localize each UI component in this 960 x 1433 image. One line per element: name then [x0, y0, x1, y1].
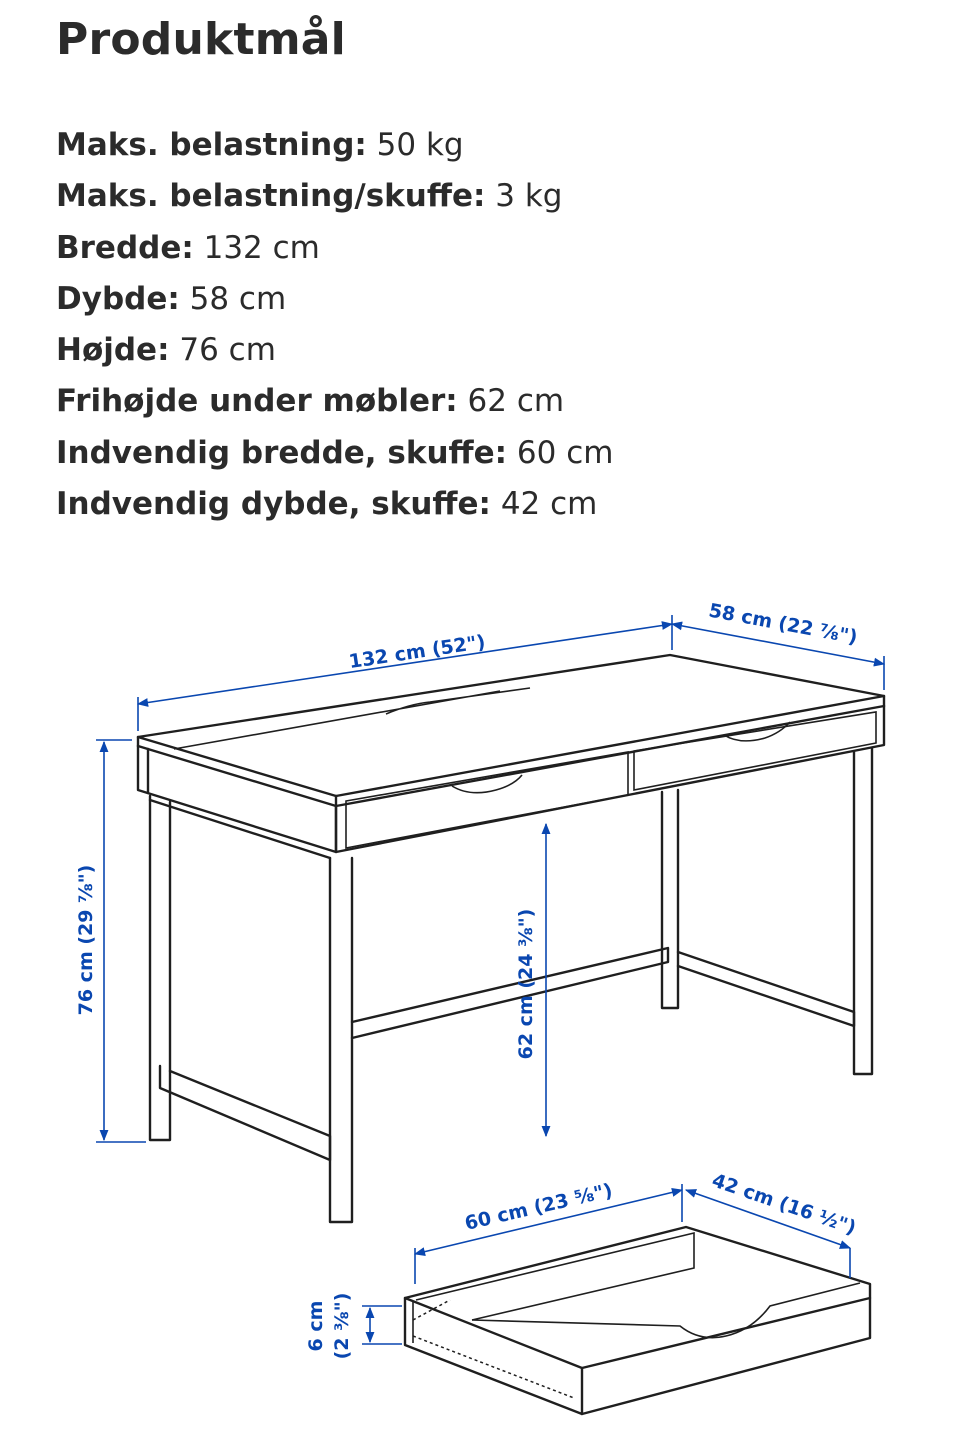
spec-row — [56, 124, 613, 175]
spec-row — [56, 380, 613, 431]
spec-label: Indvendig dybde, skuffe: — [56, 486, 491, 523]
spec-label: Dybde: — [56, 280, 180, 317]
label-desk-height: 76 cm (29 ⅞") — [75, 864, 97, 1016]
label-drawer-height-cm: 6 cm — [305, 1300, 327, 1352]
desk-illustration — [138, 655, 884, 1222]
spec-label: Maks. belastning: — [56, 127, 367, 163]
spec-label: Maks. belastning/skuffe: — [56, 178, 486, 215]
spec-value: 62 cm — [467, 383, 565, 420]
drawer-front-right — [634, 712, 876, 790]
spec-value: 76 cm — [179, 332, 276, 369]
spec-row — [56, 227, 613, 278]
spec-label: Frihøjde under møbler: — [56, 383, 458, 420]
spec-list — [56, 124, 613, 534]
spec-row — [56, 432, 613, 483]
spec-value: 58 cm — [189, 280, 287, 317]
label-drawer-height-in: (2 ⅜") — [331, 1292, 353, 1360]
spec-value: 60 cm — [516, 434, 614, 471]
spec-value: 42 cm — [500, 486, 598, 523]
label-drawer-width: 60 cm (23 ⅝") — [462, 1179, 615, 1235]
spec-row — [56, 329, 613, 380]
spec-label: Højde: — [56, 332, 170, 369]
drawer-front-left — [346, 752, 628, 848]
page-title: Produktmål — [56, 14, 346, 65]
spec-label: Indvendig bredde, skuffe: — [56, 434, 508, 471]
label-drawer-depth: 42 cm (16 ½") — [709, 1169, 859, 1240]
label-desk-depth: 58 cm (22 ⅞") — [706, 599, 860, 649]
dimension-drawing — [0, 560, 960, 1433]
spec-label: Bredde: — [56, 229, 194, 266]
drawer-illustration — [405, 1227, 870, 1414]
spec-value: 3 kg — [495, 178, 563, 215]
spec-row — [56, 278, 613, 329]
spec-row — [56, 175, 613, 226]
label-desk-width: 132 cm (52") — [347, 631, 487, 674]
spec-value: 50 kg — [376, 127, 464, 163]
spec-value: 132 cm — [203, 229, 320, 266]
label-clearance: 62 cm (24 ⅜") — [515, 908, 537, 1060]
spec-row — [56, 483, 613, 534]
